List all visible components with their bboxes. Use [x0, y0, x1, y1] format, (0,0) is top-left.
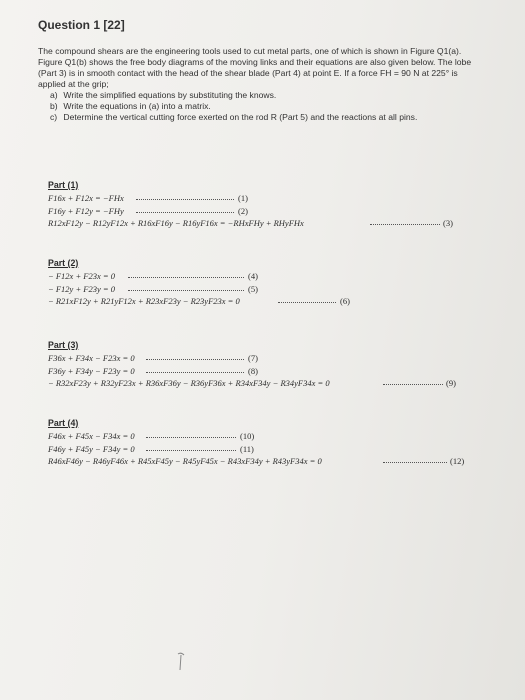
equation-number: (2) [238, 205, 248, 216]
task-text: Write the equations in (a) into a matrix. [63, 101, 211, 111]
equation [48, 352, 330, 365]
equation [48, 192, 304, 205]
equation-number: (4) [248, 271, 258, 281]
task-label: b) [50, 101, 58, 111]
equation-expression: F36y + F34y − F23y = 0 [48, 365, 135, 376]
task-text: Determine the vertical cutting force exerted on the rod R (Part 5) and the reactions at all pins. [63, 112, 418, 122]
leader-dots [146, 372, 244, 373]
question-title: Question 1 [22] [38, 18, 125, 32]
equation-expression: F16y + F12y = −FHy [48, 205, 124, 216]
equation-expression: F16x + F12x = −FHx [48, 193, 124, 203]
part-heading: Part (4) [48, 418, 79, 428]
task-label: a) [50, 90, 58, 100]
part-2-section [48, 258, 350, 308]
equation [48, 443, 322, 456]
leader-dots [370, 224, 440, 225]
part-4-section [48, 418, 465, 468]
equation [48, 205, 304, 218]
leader-dots [128, 277, 244, 278]
task-list [38, 90, 483, 123]
task-label: c) [50, 112, 58, 122]
leader-dots [146, 437, 236, 438]
equation-number: (9) [446, 378, 456, 388]
equation [48, 455, 465, 468]
leader-dots [383, 384, 443, 385]
part-3-section [48, 340, 456, 390]
equation-number: (1) [238, 193, 248, 203]
leader-dots [146, 359, 244, 360]
equation [48, 377, 456, 390]
leader-dots [136, 212, 234, 213]
equation [48, 283, 258, 296]
equation-expression: F46x + F45x − F34x = 0 [48, 431, 135, 441]
equation-number: (3) [443, 218, 453, 228]
leader-dots [146, 450, 236, 451]
task-item [50, 112, 483, 123]
task-item [50, 101, 483, 112]
equation-number: (5) [248, 283, 258, 294]
part-heading: Part (1) [48, 180, 79, 190]
equation-expression: R12xF12y − R12yF12x + R16xF16y − R16yF16x = −RHxFHy + RHyFHx [48, 218, 304, 228]
leader-dots [278, 302, 336, 303]
leader-dots [128, 290, 244, 291]
task-item [50, 90, 483, 101]
equation [48, 270, 258, 283]
equation-number: (10) [240, 431, 255, 441]
equation [48, 217, 453, 230]
leader-dots [136, 199, 234, 200]
equation-expression: − R21xF12y + R21yF12x + R23xF23y − R23yF23x = 0 [48, 296, 240, 306]
leader-dots [383, 462, 447, 463]
equation-expression: − R32xF23y + R32yF23x + R36xF36y − R36yF36x + R34xF34y − R34yF34x = 0 [48, 378, 330, 388]
equation-expression: R46xF46y − R46yF46x + R45xF45y − R45yF45x − R43xF34y + R43yF34x = 0 [48, 456, 322, 466]
part-heading: Part (2) [48, 258, 79, 268]
equation [48, 430, 322, 443]
intro-paragraph: The compound shears are the engineering tools used to cut metal parts, one of which is shown in Figure Q1(a). Figure Q1(b) shows the free body diagrams of the moving links and their equations are also given below. The lobe (Part 3) is in smooth contact with the head of the shear blade (Part 4) at point E. If a force FH = 90 N at 225° is applied at the grip; [38, 46, 472, 89]
equation-expression: − F12y + F23y = 0 [48, 283, 116, 294]
part-1-section [48, 180, 453, 230]
equation-expression: F36x + F34x − F23x = 0 [48, 353, 135, 363]
equation-number: (6) [340, 296, 350, 306]
equation [48, 365, 330, 378]
equation-number: (12) [450, 456, 465, 466]
equation-number: (11) [240, 443, 254, 454]
equation-expression: − F12x + F23x = 0 [48, 271, 116, 281]
equation [48, 295, 350, 308]
task-text: Write the simplified equations by substituting the knows. [63, 90, 277, 100]
pencil-mark-icon [175, 650, 189, 674]
equation-expression: F46y + F45y − F34y = 0 [48, 443, 135, 454]
question-intro [38, 46, 483, 123]
equation-number: (8) [248, 365, 258, 376]
part-heading: Part (3) [48, 340, 79, 350]
equation-number: (7) [248, 353, 258, 363]
